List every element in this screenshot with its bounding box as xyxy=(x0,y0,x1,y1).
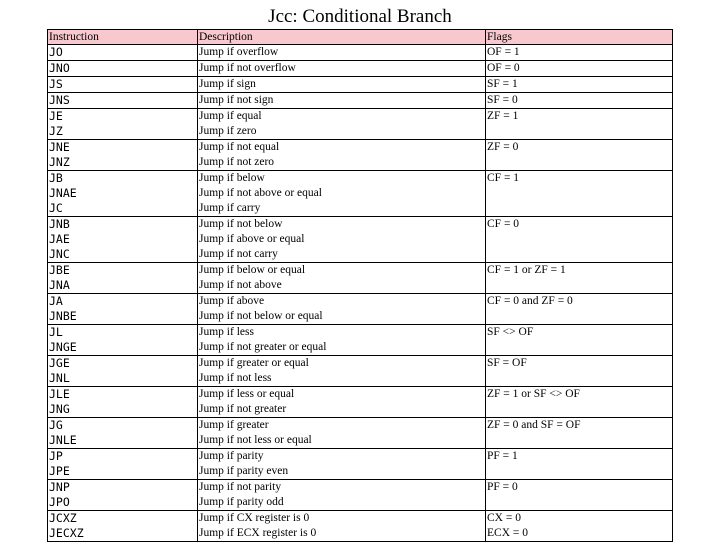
instruction-mnemonic: JL xyxy=(49,325,63,339)
description-text: Jump if carry xyxy=(199,202,261,214)
flags-text: CX = 0 xyxy=(487,512,521,524)
description-text: Jump if not less or equal xyxy=(199,434,312,446)
description-text: Jump if parity even xyxy=(199,465,289,477)
conditional-branch-table xyxy=(47,29,673,542)
description-text: Jump if parity odd xyxy=(199,496,284,508)
description-text: Jump if sign xyxy=(199,78,256,90)
table-row xyxy=(48,45,673,61)
table-header-row xyxy=(48,30,673,45)
description-cell xyxy=(198,387,486,418)
table-row xyxy=(48,325,673,356)
flags-cell xyxy=(486,77,673,93)
description-cell xyxy=(198,263,486,294)
table-row xyxy=(48,480,673,511)
description-text: Jump if below or equal xyxy=(199,264,306,276)
instruction-mnemonic: JNLE xyxy=(49,433,77,447)
description-cell xyxy=(198,294,486,325)
instruction-mnemonic: JNA xyxy=(49,278,70,292)
description-cell xyxy=(198,480,486,511)
flags-text: CF = 0 xyxy=(487,218,520,230)
flags-text: SF = 0 xyxy=(487,94,518,106)
instruction-mnemonic: JNC xyxy=(49,247,70,261)
description-cell xyxy=(198,511,486,542)
flags-cell xyxy=(486,480,673,511)
description-text: Jump if not below xyxy=(199,218,283,230)
table-row xyxy=(48,109,673,140)
instruction-cell xyxy=(48,45,198,61)
description-cell xyxy=(198,45,486,61)
description-text: Jump if not parity xyxy=(199,481,282,493)
flags-text: PF = 0 xyxy=(487,481,518,493)
instruction-mnemonic: JO xyxy=(49,45,63,59)
flags-cell xyxy=(486,418,673,449)
description-cell xyxy=(198,418,486,449)
instruction-cell xyxy=(48,217,198,263)
description-text: Jump if above or equal xyxy=(199,233,305,245)
instruction-cell xyxy=(48,325,198,356)
instruction-mnemonic: JNZ xyxy=(49,155,70,169)
flags-text: ZF = 0 xyxy=(487,141,519,153)
instruction-cell xyxy=(48,418,198,449)
table-row xyxy=(48,356,673,387)
instruction-mnemonic: JBE xyxy=(49,263,70,277)
flags-cell xyxy=(486,61,673,77)
flags-cell xyxy=(486,356,673,387)
description-text: Jump if below xyxy=(199,172,265,184)
description-text: Jump if parity xyxy=(199,450,264,462)
description-cell xyxy=(198,109,486,140)
instruction-mnemonic: JNL xyxy=(49,371,70,385)
page-title: Jcc: Conditional Branch xyxy=(268,6,452,27)
table-row xyxy=(48,294,673,325)
description-cell xyxy=(198,171,486,217)
flags-text: SF = 1 xyxy=(487,78,518,90)
instruction-mnemonic: JNB xyxy=(49,217,70,231)
instruction-mnemonic: JC xyxy=(49,201,63,215)
instruction-cell xyxy=(48,109,198,140)
flags-text: CF = 0 and ZF = 0 xyxy=(487,295,573,307)
instruction-mnemonic: JNBE xyxy=(49,309,77,323)
description-text: Jump if not above xyxy=(199,279,282,291)
instruction-mnemonic: JNO xyxy=(49,61,70,75)
description-text: Jump if not sign xyxy=(199,94,274,106)
instruction-cell xyxy=(48,140,198,171)
header-description: Description xyxy=(198,30,486,45)
description-text: Jump if greater or equal xyxy=(199,357,309,369)
description-text: Jump if CX register is 0 xyxy=(199,512,310,524)
description-text: Jump if equal xyxy=(199,110,262,122)
description-cell xyxy=(198,356,486,387)
flags-cell xyxy=(486,93,673,109)
flags-text: ZF = 0 and SF = OF xyxy=(487,419,581,431)
instruction-cell xyxy=(48,387,198,418)
table-row xyxy=(48,418,673,449)
instruction-cell xyxy=(48,449,198,480)
description-text: Jump if overflow xyxy=(199,46,279,58)
instruction-mnemonic: JPE xyxy=(49,464,70,478)
header-flags: Flags xyxy=(486,30,673,45)
description-cell xyxy=(198,449,486,480)
instruction-mnemonic: JB xyxy=(49,171,63,185)
description-text: Jump if not above or equal xyxy=(199,187,322,199)
flags-text: ZF = 1 xyxy=(487,110,519,122)
instruction-cell xyxy=(48,356,198,387)
flags-cell xyxy=(486,325,673,356)
flags-cell xyxy=(486,511,673,542)
instruction-cell xyxy=(48,93,198,109)
instruction-cell xyxy=(48,294,198,325)
instruction-mnemonic: JNGE xyxy=(49,340,77,354)
instruction-mnemonic: JA xyxy=(49,294,63,308)
instruction-cell xyxy=(48,171,198,217)
flags-cell xyxy=(486,109,673,140)
description-text: Jump if not less xyxy=(199,372,272,384)
description-text: Jump if not below or equal xyxy=(199,310,323,322)
description-text: Jump if not equal xyxy=(199,141,280,153)
instruction-mnemonic: JE xyxy=(49,109,63,123)
instruction-mnemonic: JECXZ xyxy=(49,526,84,540)
flags-text: CF = 1 or ZF = 1 xyxy=(487,264,566,276)
header-instruction: Instruction xyxy=(48,30,198,45)
instruction-mnemonic: JNE xyxy=(49,140,70,154)
table-row xyxy=(48,171,673,217)
description-cell xyxy=(198,140,486,171)
instruction-mnemonic: JNP xyxy=(49,480,70,494)
instruction-cell xyxy=(48,263,198,294)
flags-text: OF = 1 xyxy=(487,46,520,58)
flags-text: PF = 1 xyxy=(487,450,518,462)
instruction-mnemonic: JPO xyxy=(49,495,70,509)
flags-text: SF <> OF xyxy=(487,326,534,338)
flags-text: ECX = 0 xyxy=(487,527,528,539)
description-cell xyxy=(198,217,486,263)
description-text: Jump if less xyxy=(199,326,254,338)
instruction-mnemonic: JZ xyxy=(49,124,63,138)
flags-text: CF = 1 xyxy=(487,172,520,184)
table-row xyxy=(48,511,673,542)
description-text: Jump if above xyxy=(199,295,265,307)
description-text: Jump if not greater or equal xyxy=(199,341,327,353)
description-text: Jump if greater xyxy=(199,419,269,431)
table-row xyxy=(48,263,673,294)
description-text: Jump if ECX register is 0 xyxy=(199,527,317,539)
description-cell xyxy=(198,325,486,356)
instruction-mnemonic: JG xyxy=(49,418,63,432)
description-text: Jump if not overflow xyxy=(199,62,296,74)
instruction-mnemonic: JP xyxy=(49,449,63,463)
flags-cell xyxy=(486,140,673,171)
instruction-cell xyxy=(48,61,198,77)
flags-cell xyxy=(486,171,673,217)
description-cell xyxy=(198,77,486,93)
instruction-mnemonic: JS xyxy=(49,77,63,91)
table-row xyxy=(48,449,673,480)
flags-text: OF = 0 xyxy=(487,62,520,74)
flags-cell xyxy=(486,387,673,418)
description-cell xyxy=(198,93,486,109)
flags-text: SF = OF xyxy=(487,357,527,369)
flags-cell xyxy=(486,45,673,61)
instruction-mnemonic: JGE xyxy=(49,356,70,370)
instruction-mnemonic: JLE xyxy=(49,387,70,401)
instruction-cell xyxy=(48,77,198,93)
description-cell xyxy=(198,61,486,77)
instruction-mnemonic: JCXZ xyxy=(49,511,77,525)
instruction-mnemonic: JAE xyxy=(49,232,70,246)
table-body xyxy=(48,45,673,542)
table-row xyxy=(48,77,673,93)
description-text: Jump if zero xyxy=(199,125,257,137)
description-text: Jump if not carry xyxy=(199,248,278,260)
description-text: Jump if less or equal xyxy=(199,388,295,400)
instruction-mnemonic: JNAE xyxy=(49,186,77,200)
flags-cell xyxy=(486,263,673,294)
table-row xyxy=(48,387,673,418)
table-row xyxy=(48,93,673,109)
flags-cell xyxy=(486,449,673,480)
table-row xyxy=(48,61,673,77)
instruction-mnemonic: JNS xyxy=(49,93,70,107)
flags-cell xyxy=(486,294,673,325)
flags-cell xyxy=(486,217,673,263)
table-row xyxy=(48,140,673,171)
instruction-cell xyxy=(48,511,198,542)
instruction-mnemonic: JNG xyxy=(49,402,70,416)
description-text: Jump if not greater xyxy=(199,403,287,415)
description-text: Jump if not zero xyxy=(199,156,275,168)
flags-text: ZF = 1 or SF <> OF xyxy=(487,388,580,400)
table-row xyxy=(48,217,673,263)
instruction-cell xyxy=(48,480,198,511)
